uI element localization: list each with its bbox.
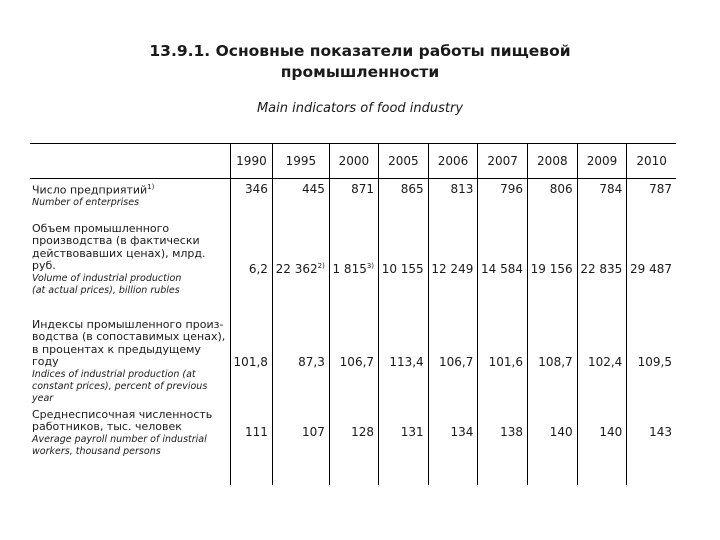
table-cell: 6,2 [231, 221, 273, 317]
year-header: 2006 [428, 144, 478, 179]
table-cell: 101,8 [231, 317, 273, 407]
table-row [30, 317, 676, 407]
table-cell: 102,4 [577, 317, 627, 407]
table-cell: 346 [231, 179, 273, 221]
table-cell: 22 362$^{2)}$ [272, 221, 329, 317]
table-cell: 865 [379, 179, 429, 221]
row-label [30, 179, 231, 221]
row-label-ru: в процентах к предыдущему году [32, 342, 201, 368]
table-cell: 107 [272, 407, 329, 485]
table-cell: 101,6 [478, 317, 528, 407]
table-cell: 109,5 [627, 317, 676, 407]
table-row [30, 407, 676, 485]
table-row [30, 179, 676, 221]
table-cell: 787 [627, 179, 676, 221]
row-label-ru: Индексы промышленного произ- [32, 317, 224, 331]
table-cell: 87,3 [272, 317, 329, 407]
row-label-en: Volume of industrial production [32, 272, 182, 284]
table-cell: 111 [231, 407, 273, 485]
row-label-ru: работников, тыс. человек [32, 420, 182, 433]
table-cell: 138 [478, 407, 528, 485]
year-header: 1990 [231, 144, 273, 179]
table-cell: 29 487 [627, 221, 676, 317]
year-header: 2009 [577, 144, 627, 179]
table-cell: 134 [428, 407, 478, 485]
table-cell: 140 [528, 407, 578, 485]
table-cell: 128 [329, 407, 378, 485]
indicators-table [30, 143, 676, 485]
table-cell: 143 [627, 407, 676, 485]
table-cell: 806 [528, 179, 578, 221]
row-label-en: constant prices), percent of previous year [32, 380, 208, 404]
table-cell: 784 [577, 179, 627, 221]
table-cell: 10 155 [379, 221, 429, 317]
table-row [30, 221, 676, 317]
table-cell: 796 [478, 179, 528, 221]
year-header: 1995 [272, 144, 329, 179]
row-label-ru: производства (в фактически [32, 234, 200, 247]
table-cell: 1 815$^{3)}$ [329, 221, 378, 317]
table-cell: 113,4 [379, 317, 429, 407]
table-cell: 106,7 [329, 317, 378, 407]
row-label-ru: водства (в сопоставимых ценах), [32, 330, 226, 343]
row-label-en: Indices of industrial production (at [32, 368, 196, 380]
year-header: 2005 [379, 144, 429, 179]
year-header: 2008 [528, 144, 578, 179]
table-cell: 140 [577, 407, 627, 485]
row-label-ru: Среднесписочная численность [32, 407, 213, 421]
row-label-en: workers, thousand persons [32, 445, 161, 457]
row-label-en: Average payroll number of industrial [32, 433, 207, 445]
row-label-en: Number of enterprises [32, 197, 140, 209]
table-cell: 12 249 [428, 221, 478, 317]
row-label [30, 221, 231, 317]
table-cell: 131 [379, 407, 429, 485]
row-label [30, 407, 231, 485]
table-cell: 445 [272, 179, 329, 221]
row-label-ru: Объем промышленного [32, 221, 170, 235]
table-cell: 19 156 [528, 221, 578, 317]
table-title-continued: промышленности [280, 63, 440, 81]
year-header: 2010 [627, 144, 676, 179]
table-cell: 813 [428, 179, 478, 221]
row-label-en: (at actual prices), billion rubles [32, 284, 180, 296]
year-header: 2000 [329, 144, 378, 179]
header-row [30, 144, 676, 179]
table-cell: 14 584 [478, 221, 528, 317]
year-header: 2007 [478, 144, 528, 179]
table-cell: 108,7 [528, 317, 578, 407]
row-label-ru: Число предприятий$^{1)}$ [32, 183, 155, 197]
table-subtitle-english: Main indicators of food industry [256, 101, 464, 116]
table-title: 13.9.1. Основные показатели работы пищевой [149, 42, 571, 60]
table-cell: 871 [329, 179, 378, 221]
row-label-ru: действовавших ценах), млрд. руб. [32, 246, 206, 272]
table-cell: 106,7 [428, 317, 478, 407]
row-label [30, 317, 231, 407]
table-cell: 22 835 [577, 221, 627, 317]
header-label-cell [30, 144, 231, 179]
